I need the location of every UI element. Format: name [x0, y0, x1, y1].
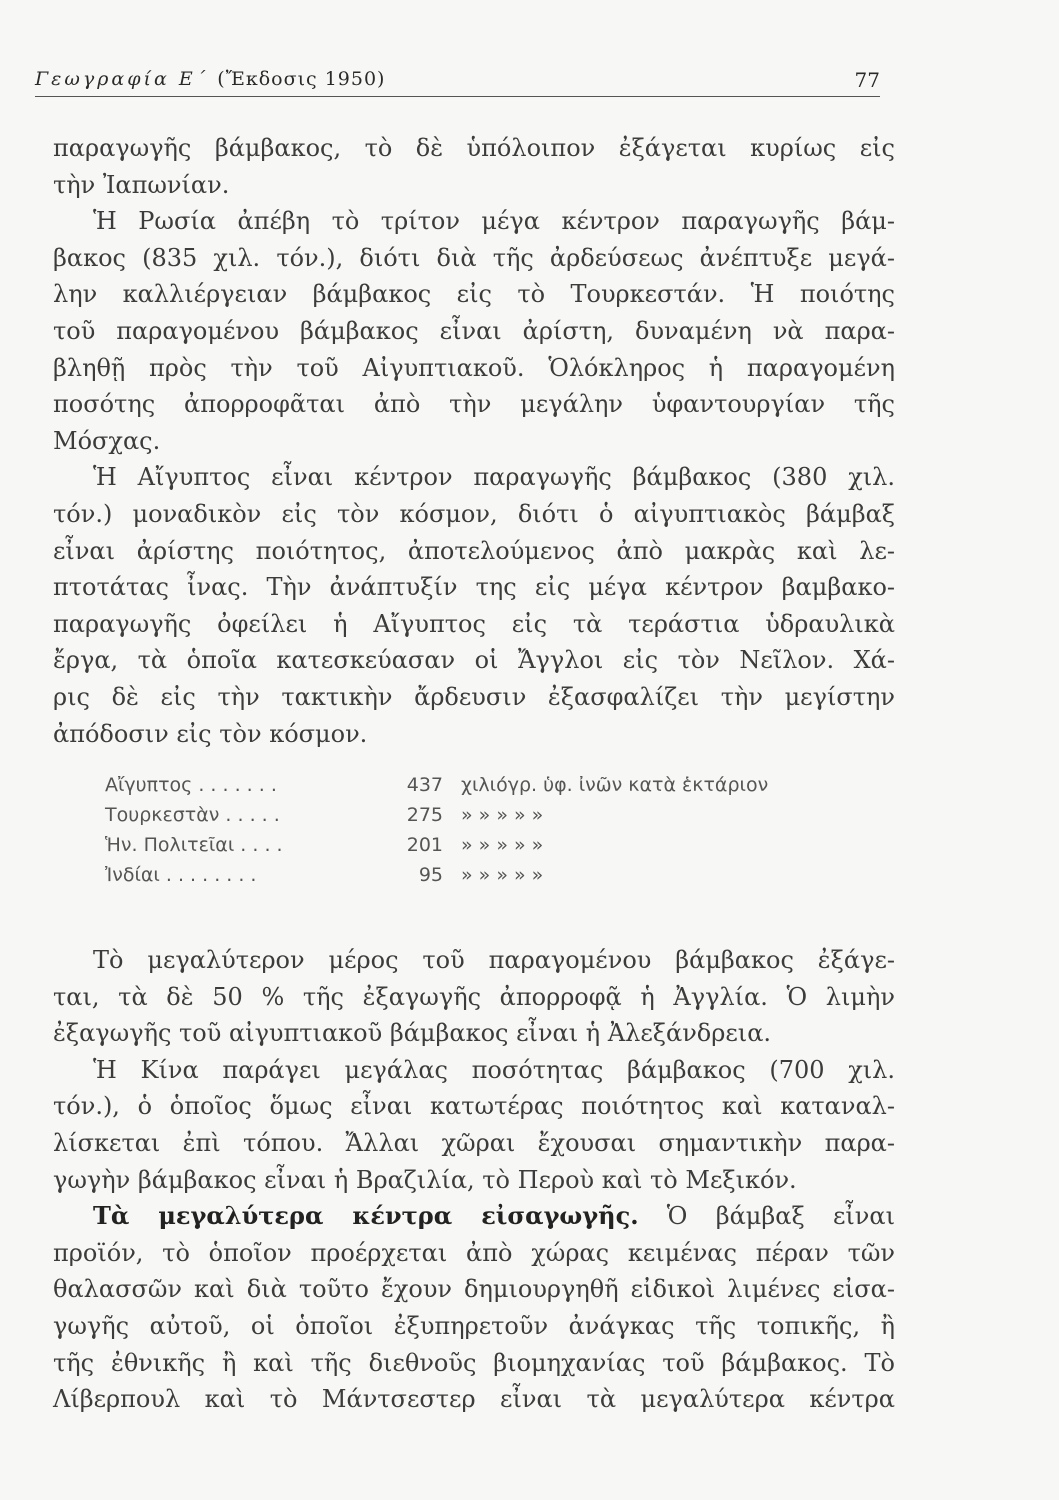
- text-line: [53, 1162, 895, 1199]
- text-line: [53, 1271, 895, 1308]
- text-line: [53, 350, 895, 387]
- body-text-top: [53, 130, 895, 752]
- text-line-content: ρις δὲ εἰς τὴν τακτικὴν ἄρδευσιν ἐξασφαλίζει τὴν μεγίστην: [53, 682, 895, 711]
- text-line: [53, 313, 895, 350]
- text-line: [53, 496, 895, 533]
- text-line: [53, 1345, 895, 1382]
- text-line-content: παραγωγῆς βάμβακος, τὸ δὲ ὑπόλοιπον ἐξάγεται κυρίως εἰς: [53, 134, 895, 162]
- text-line: [53, 1235, 895, 1272]
- text-line-content: γωγὴν βάμβακος εἶναι ἡ Βραζιλία, τὸ Περοὺ καὶ τὸ Μεξικόν.: [53, 1165, 797, 1194]
- unit-cell: » » » » »: [461, 864, 544, 886]
- text-line: [53, 423, 895, 460]
- country-cell: Ἡν. Πολιτεῖαι . . . .: [105, 834, 283, 856]
- value-cell: 437: [406, 774, 443, 796]
- text-line: [53, 942, 895, 979]
- text-line-content: βληθῇ πρὸς τὴν τοῦ Αἰγυπτιακοῦ. Ὁλόκληρος ἡ παραγομένη: [53, 353, 895, 382]
- running-header: [35, 62, 880, 97]
- text-line: [53, 569, 895, 606]
- text-line: [53, 386, 895, 423]
- text-line: [53, 979, 895, 1016]
- text-line-content: παραγωγῆς ὀφείλει ἡ Αἴγυπτος εἰς τὰ τεράστια ὑδραυλικὰ: [53, 609, 895, 638]
- country-cell: Τουρκεστὰν . . . . .: [105, 804, 280, 826]
- text-line: [53, 533, 895, 570]
- text-line-content: τῆς ἐθνικῆς ἢ καὶ τῆς διεθνοῦς βιομηχανίας τοῦ βάμβακος. Τὸ: [53, 1348, 895, 1377]
- text-line: [53, 1052, 895, 1089]
- text-line-content: τοῦ παραγομένου βάμβακος εἶναι ἀρίστη, δυναμένη νὰ παρα-: [53, 316, 895, 345]
- text-line: [53, 642, 895, 679]
- text-line-content: Μόσχας.: [53, 426, 161, 455]
- book-title: [35, 68, 385, 90]
- text-line: [53, 276, 895, 313]
- value-cell: 275: [406, 804, 443, 826]
- text-line-content: τόν.), ὁ ὁποῖος ὅμως εἶναι κατωτέρας ποιότητος καὶ καταναλ-: [53, 1092, 895, 1121]
- unit-cell: » » » » »: [461, 804, 544, 826]
- text-line: [53, 130, 895, 167]
- text-line: [53, 203, 895, 240]
- unit-cell: χιλιόγρ. ὑφ. ἰνῶν κατὰ ἑκτάριον: [461, 774, 769, 796]
- text-line: [53, 1125, 895, 1162]
- edition-label: (Ἔκδοσις 1950): [217, 68, 386, 90]
- text-line: [53, 1308, 895, 1345]
- text-line-content: ποσότης ἀπορροφᾶται ἀπὸ τὴν μεγάλην ὑφαντουργίαν τῆς: [53, 390, 895, 419]
- text-line: [53, 1198, 895, 1235]
- value-cell: 95: [418, 864, 443, 886]
- text-line-content: βακος (835 χιλ. τόν.), διότι διὰ τῆς ἀρδεύσεως ἀνέπτυξε μεγά-: [53, 243, 895, 272]
- text-line-content: προϊόν, τὸ ὁποῖον προέρχεται ἀπὸ χώρας κειμένας πέραν τῶν: [53, 1238, 895, 1267]
- text-line-content: τόν.) μοναδικὸν εἰς τὸν κόσμον, διότι ὁ αἰγυπτιακὸς βάμβαξ: [53, 499, 895, 528]
- text-line-content: ἀπόδοσιν εἰς τὸν κόσμον.: [53, 719, 368, 748]
- text-line-content: πτοτάτας ἶνας. Τὴν ἀνάπτυξίν της εἰς μέγα κέντρον βαμβακο-: [53, 573, 895, 602]
- body-text-bottom: [53, 942, 895, 1418]
- text-line: [53, 1088, 895, 1125]
- text-line-content: ἐξαγωγῆς τοῦ αἰγυπτιακοῦ βάμβακος εἶναι ἡ Ἀλεξάνδρεια.: [53, 1019, 772, 1048]
- page-number: 77: [854, 68, 880, 92]
- section-heading: Τὰ μεγαλύτερα κέντρα εἰσαγωγῆς.: [93, 1201, 639, 1231]
- text-line: [53, 1015, 895, 1052]
- country-cell: Αἴγυπτος . . . . . . .: [105, 774, 277, 796]
- text-line-content: εἶναι ἀρίστης ποιότητος, ἀποτελούμενος ἀπὸ μακρὰς καὶ λε-: [53, 536, 895, 565]
- text-line: [53, 679, 895, 716]
- text-line-content: Λίβερπουλ καὶ τὸ Μάντσεστερ εἶναι τὰ μεγαλύτερα κέντρα: [53, 1385, 895, 1414]
- text-line-content: λίσκεται ἐπὶ τόπου. Ἄλλαι χῶραι ἔχουσαι σημαντικὴν παρα-: [53, 1128, 895, 1157]
- text-line-content: ἔργα, τὰ ὁποῖα κατεσκεύασαν οἱ Ἄγγλοι εἰς τὸν Νεῖλον. Χά-: [53, 646, 895, 675]
- text-line-content: Ὁ βάμβαξ εἶναι: [638, 1202, 895, 1231]
- text-line: [53, 167, 895, 204]
- book-title-text: Γεωγραφία Ε΄: [35, 68, 209, 90]
- cotton-yield-table: [105, 772, 865, 892]
- text-line: [53, 240, 895, 277]
- table-row: [105, 802, 865, 832]
- text-line-content: λην καλλιέργειαν βάμβακος εἰς τὸ Τουρκεστάν. Ἡ ποιότης: [53, 280, 895, 309]
- table-row: [105, 862, 865, 892]
- text-line: [53, 716, 895, 753]
- table-row: [105, 772, 865, 802]
- text-line: [53, 459, 895, 496]
- text-line-content: Τὸ μεγαλύτερον μέρος τοῦ παραγομένου βάμβακος ἐξάγε-: [93, 946, 895, 974]
- text-line-content: γωγῆς αὐτοῦ, οἱ ὁποῖοι ἐξυπηρετοῦν ἀνάγκας τῆς τοπικῆς, ἢ: [53, 1311, 895, 1340]
- value-cell: 201: [406, 834, 443, 856]
- text-line-content: τὴν Ἰαπωνίαν.: [53, 170, 230, 199]
- text-line-content: θαλασσῶν καὶ διὰ τοῦτο ἔχουν δημιουργηθῆ εἰδικοὶ λιμένες εἰσα-: [53, 1275, 895, 1304]
- text-line-content: Ἡ Κίνα παράγει μεγάλας ποσότητας βάμβακος (700 χιλ.: [93, 1055, 895, 1084]
- unit-cell: » » » » »: [461, 834, 544, 856]
- text-line: [53, 1381, 895, 1418]
- country-cell: Ἰνδίαι . . . . . . . .: [105, 864, 257, 886]
- text-line-content: ται, τὰ δὲ 50 % τῆς ἐξαγωγῆς ἀπορροφᾷ ἡ Ἀγγλία. Ὁ λιμὴν: [53, 982, 895, 1011]
- table-row: [105, 832, 865, 862]
- text-line: [53, 606, 895, 643]
- text-line-content: Ἡ Αἴγυπτος εἶναι κέντρον παραγωγῆς βάμβακος (380 χιλ.: [93, 463, 895, 492]
- text-line-content: Ἡ Ρωσία ἀπέβη τὸ τρίτον μέγα κέντρον παραγωγῆς βάμ-: [93, 207, 895, 236]
